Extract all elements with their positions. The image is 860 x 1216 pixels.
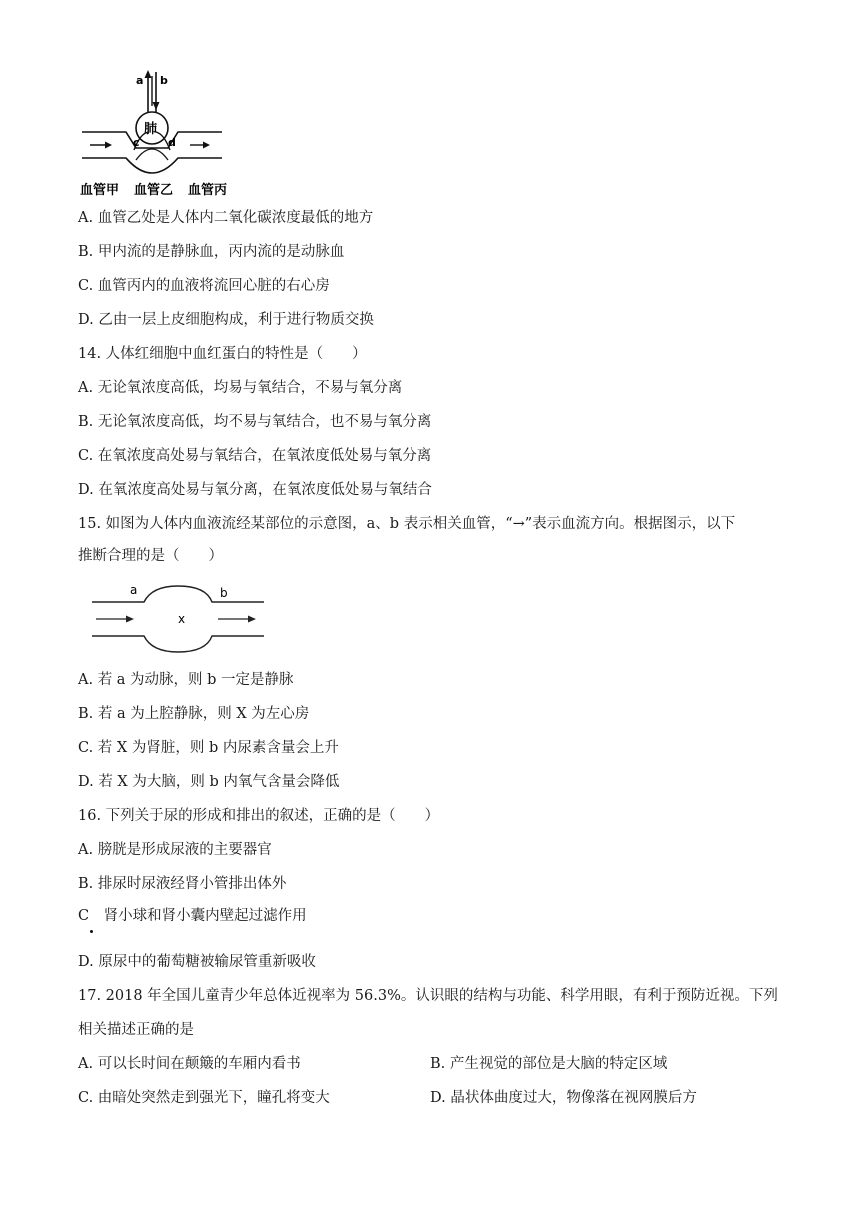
q16-option-a: A. 膀胱是形成尿液的主要器官	[78, 842, 272, 858]
label-a: a	[130, 583, 138, 597]
vessel-label-jia: 血管甲	[80, 183, 120, 198]
q17-stem-line1: 17. 2018 年全国儿童青少年总体近视率为 56.3%。认识眼的结构与功能、科学用眼，有利于预防近视。下列	[78, 988, 778, 1004]
q14-stem: 14. 人体红细胞中血红蛋白的特性是（ ）	[78, 346, 367, 362]
q13-option-c: C. 血管丙内的血液将流回心脏的右心房	[78, 278, 330, 294]
label-a: a	[136, 74, 144, 87]
q16-option-d: D. 原尿中的葡萄糖被输尿管重新吸收	[78, 954, 316, 970]
q16-option-c: C 肾小球和肾小囊内壁起过滤作用	[78, 908, 307, 924]
q15-option-c: C. 若 X 为肾脏，则 b 内尿素含量会上升	[78, 740, 339, 756]
q13-option-b: B. 甲内流的是静脉血，丙内流的是动脉血	[78, 244, 345, 260]
q16-stem: 16. 下列关于尿的形成和排出的叙述，正确的是（ ）	[78, 808, 440, 824]
label-b: b	[220, 586, 228, 600]
vessel-label-yi: 血管乙	[134, 183, 174, 198]
q17-option-a: A. 可以长时间在颠簸的车厢内看书	[78, 1056, 301, 1072]
q17-option-d: D. 晶状体曲度过大，物像落在视网膜后方	[430, 1090, 697, 1106]
q15-option-a: A. 若 a 为动脉，则 b 一定是静脉	[78, 672, 294, 688]
q14-option-b: B. 无论氧浓度高低，均不易与氧结合，也不易与氧分离	[78, 414, 432, 430]
label-d: d	[168, 136, 176, 149]
q13-option-d: D. 乙由一层上皮细胞构成，利于进行物质交换	[78, 312, 374, 328]
q16-option-b: B. 排尿时尿液经肾小管排出体外	[78, 876, 287, 892]
q14-option-c: C. 在氧浓度高处易与氧结合，在氧浓度低处易与氧分离	[78, 448, 432, 464]
vessel-label-bing: 血管丙	[188, 183, 228, 198]
stray-dot	[90, 930, 93, 933]
q17-option-c: C. 由暗处突然走到强光下，瞳孔将变大	[78, 1090, 330, 1106]
q15-option-d: D. 若 X 为大脑，则 b 内氧气含量会降低	[78, 774, 340, 790]
blood-flow-diagram	[86, 578, 270, 660]
label-lung: 肺	[144, 122, 158, 137]
q17-option-b: B. 产生视觉的部位是大脑的特定区域	[430, 1056, 668, 1072]
q15-stem-line1: 15. 如图为人体内血液流经某部位的示意图，a、b 表示相关血管，“→”表示血流方向。根据图示，以下	[78, 516, 736, 532]
q14-option-d: D. 在氧浓度高处易与氧分离，在氧浓度低处易与氧结合	[78, 482, 432, 498]
label-b: b	[160, 74, 168, 87]
q15-stem-line2: 推断合理的是（ ）	[78, 548, 223, 564]
q14-option-a: A. 无论氧浓度高低，均易与氧结合，不易与氧分离	[78, 380, 403, 396]
lung-capillary-diagram	[78, 66, 248, 200]
q17-stem-line2: 相关描述正确的是	[78, 1022, 194, 1038]
q15-option-b: B. 若 a 为上腔静脉，则 X 为左心房	[78, 706, 310, 722]
label-c: c	[133, 136, 140, 149]
label-x: x	[178, 612, 186, 626]
q13-option-a: A. 血管乙处是人体内二氧化碳浓度最低的地方	[78, 210, 374, 226]
